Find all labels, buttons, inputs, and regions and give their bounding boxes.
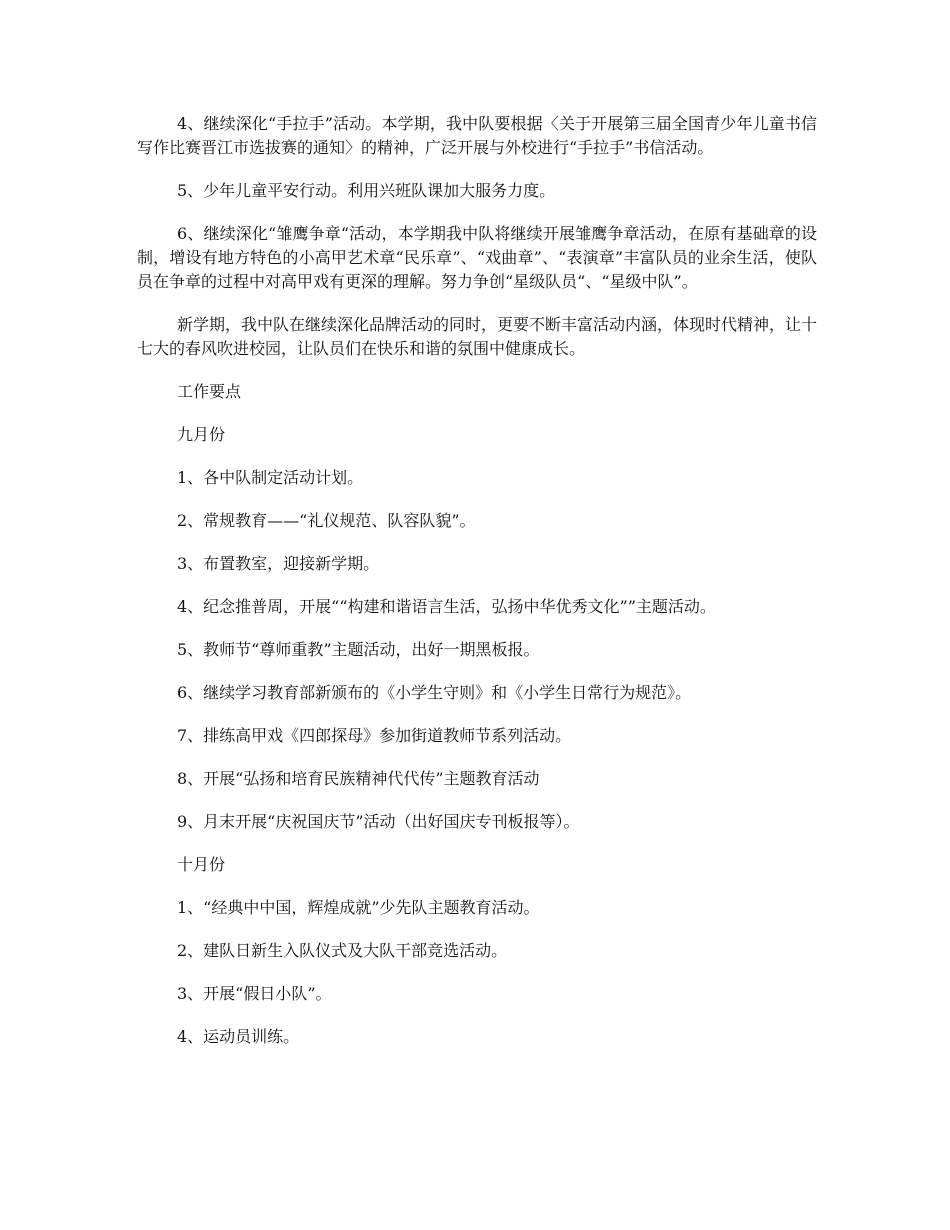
list-item-sep-5: 5、教师节“尊师重教”主题活动，出好一期黑板报。	[177, 640, 540, 659]
list-item-oct-1: 1、“经典中中国，辉煌成就”少先队主题教育活动。	[177, 898, 540, 917]
list-item-oct-2: 2、建队日新生入队仪式及大队干部竞选活动。	[177, 941, 508, 960]
list-item-sep-3: 3、布置教室，迎接新学期。	[177, 554, 380, 573]
list-item-sep-4: 4、纪念推普周，开展““构建和谐语言生活，弘扬中华优秀文化””主题活动。	[177, 597, 716, 616]
list-item-sep-1: 1、各中队制定活动计划。	[177, 468, 364, 487]
list-item-oct-3: 3、开展“假日小队”。	[177, 984, 332, 1003]
list-item-oct-4: 4、运动员训练。	[177, 1027, 300, 1046]
heading-work-points: 工作要点	[177, 382, 242, 401]
paragraph-activity-5-safety: 5、少年儿童平安行动。利用兴班队课加大服务力度。	[177, 181, 556, 200]
heading-october: 十月份	[177, 855, 226, 874]
document-body	[137, 112, 817, 1049]
heading-september: 九月份	[177, 425, 226, 444]
paragraph-activity-4-hand-in-hand: 4、继续深化“手拉手”活动。本学期，我中队要根据〈关于开展第三届全国青少年儿童书信写作比赛晋江市选拔赛的通知〉的精神，广泛开展与外校进行“手拉手”书信活动。	[137, 114, 817, 157]
list-item-sep-7: 7、排练高甲戏《四郎探母》参加街道教师节系列活动。	[177, 726, 572, 745]
list-item-sep-6: 6、继续学习教育部新颁布的《小学生守则》和《小学生日常行为规范》。	[177, 683, 692, 702]
list-item-sep-2: 2、常规教育——“礼仪规范、队容队貌”。	[177, 511, 476, 530]
paragraph-new-semester: 新学期，我中队在继续深化品牌活动的同时，更要不断丰富活动内涵，体现时代精神，让十七大的春风吹进校园，让队员们在快乐和谐的氛围中健康成长。	[137, 315, 818, 358]
list-item-sep-8: 8、开展“弘扬和培育民族精神代代传”主题教育活动	[177, 769, 540, 788]
list-item-sep-9: 9、月末开展“庆祝国庆节”活动（出好国庆专刊板报等）。	[177, 812, 580, 831]
paragraph-activity-6-eagle-badges: 6、继续深化“雏鹰争章“活动，本学期我中队将继续开展雏鹰争章活动，在原有基础章的设制，增设有地方特色的小高甲艺术章“民乐章”、“戏曲章”、“表演章”丰富队员的业余生活，使队员在争章的过程中对高甲戏有更深的理解。努力争创“星级队员“、“星级中队”。	[137, 224, 817, 291]
